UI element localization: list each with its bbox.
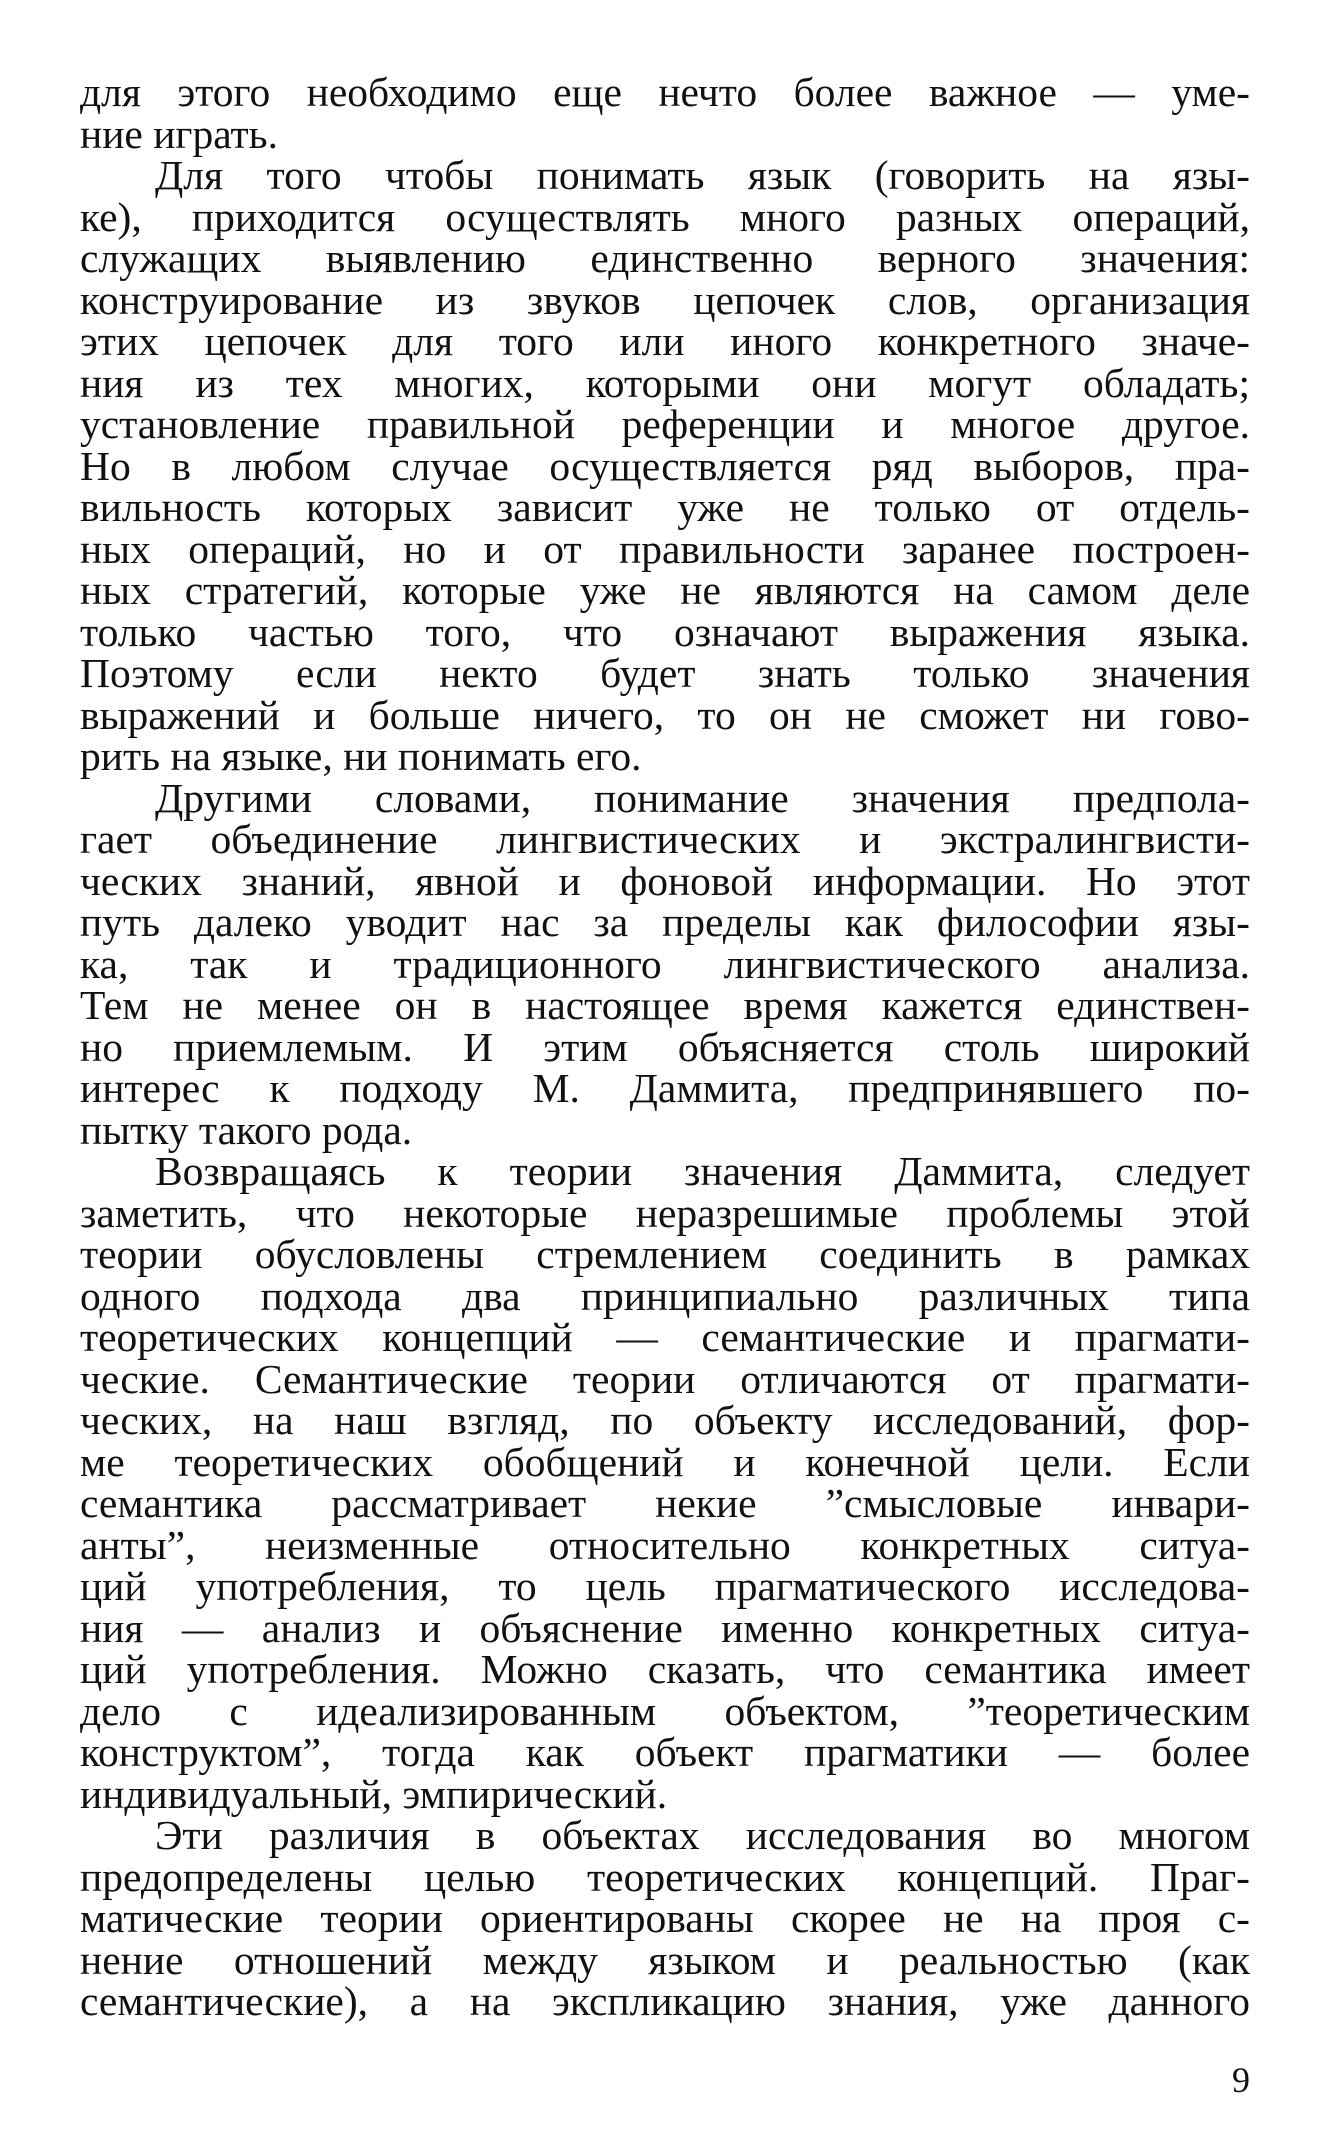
text-line: анты”, неизменные относительно конкретных ситуа-	[80, 1521, 1250, 1568]
text-line: гает объединение лингвистических и экстралингвисти-	[80, 816, 1250, 862]
text-line: ме теоретических обобщений и конечной цели. Если	[80, 1438, 1250, 1485]
text-line: Поэтому если некто будет знать только значения	[80, 650, 1250, 696]
text-line: для этого необходимо еще нечто более важное — уме-	[80, 69, 1250, 115]
text-line: путь далеко уводит нас за пределы как философии язы-	[80, 899, 1250, 945]
text-line: но приемлемым. И этим объясняется столь широкий	[80, 1023, 1250, 1070]
text-line: ке), приходится осуществлять много разных операций,	[80, 193, 1250, 240]
text-line: ние играть.	[80, 110, 278, 157]
text-line: только частью того, что означают выражения языка.	[80, 608, 1250, 655]
text-line: семантические), а на экспликацию знания, уже данного	[80, 1978, 1250, 2024]
text-line: конструктом”, тогда как объект прагматики — более	[80, 1729, 1250, 1775]
text-line: одного подхода два принципиально различных типа	[80, 1272, 1250, 1319]
text-line: ций употребления. Можно сказать, что семантика имеет	[80, 1646, 1250, 1692]
text-line: теории обусловлены стремлением соединить в рамках	[80, 1231, 1250, 1277]
text-line: Для того чтобы понимать язык (говорить на язы-	[155, 152, 1250, 198]
text-line: индивидуальный, эмпирический.	[80, 1770, 668, 1817]
text-line: ческие. Семантические теории отличаются от прагмати-	[80, 1355, 1250, 1402]
text-line: Возвращаясь к теории значения Даммита, следует	[155, 1148, 1250, 1194]
text-line: ческих, на наш взгляд, по объекту исследований, фор-	[80, 1397, 1250, 1443]
text-line: теоретических концепций — семантические и прагмати-	[80, 1314, 1250, 1360]
text-line: дело с идеализированным объектом, ”теоретическим	[80, 1687, 1250, 1734]
text-line: Но в любом случае осуществляется ряд выборов, пра-	[80, 442, 1250, 489]
text-line: ций употребления, то цель прагматического исследова-	[80, 1563, 1250, 1609]
text-line: служащих выявлению единственно верного значения:	[80, 235, 1250, 281]
paragraph-4	[80, 1148, 1250, 1817]
text-line: этих цепочек для того или иного конкретного значе-	[80, 318, 1250, 364]
text-line: пытку такого рода.	[80, 1106, 413, 1153]
text-line: ния из тех многих, которыми они могут обладать;	[80, 359, 1250, 406]
text-line: конструирование из звуков цепочек слов, организация	[80, 276, 1250, 323]
page-number: 9	[1232, 2060, 1250, 2100]
paragraph-2	[80, 152, 1250, 779]
text-line: ных стратегий, которые уже не являются на самом деле	[80, 567, 1250, 613]
text-line: выражений и больше ничего, то он не сможет ни гово-	[80, 691, 1250, 738]
text-line: рить на языке, ни понимать его.	[80, 733, 642, 779]
text-line: ческих знаний, явной и фоновой информации. Но этот	[80, 857, 1250, 904]
text-line: нение отношений между языком и реальностью (как	[80, 1936, 1250, 1983]
text-line: ных операций, но и от правильности заранее построен-	[80, 525, 1250, 572]
text-line: вильность которых зависит уже не только от отдель-	[80, 484, 1250, 530]
paragraph-1	[80, 69, 1250, 157]
text-line: Тем не менее он в настоящее время кажется единствен-	[80, 982, 1250, 1028]
text-line: Другими словами, понимание значения предпола-	[155, 774, 1250, 821]
text-line: матические теории ориентированы скорее не на проя с-	[80, 1895, 1250, 1941]
text-line: интерес к подходу М. Даммита, предпринявшего по-	[80, 1065, 1250, 1111]
text-line: ния — анализ и объяснение именно конкретных ситуа-	[80, 1604, 1250, 1651]
text-line: установление правильной референции и многое другое.	[80, 401, 1250, 447]
text-line: ка, так и традиционного лингвистического анализа.	[80, 940, 1250, 987]
paragraph-3	[80, 774, 1250, 1153]
text-line: предопределены целью теоретических концепций. Праг-	[80, 1853, 1250, 1900]
text-line: Эти различия в объектах исследования во многом	[155, 1812, 1250, 1858]
text-line: семантика рассматривает некие ”смысловые инвари-	[80, 1480, 1250, 1526]
paragraph-5	[80, 1812, 1250, 2024]
text-line: заметить, что некоторые неразрешимые проблемы этой	[80, 1189, 1250, 1236]
page-body	[80, 69, 1250, 2024]
